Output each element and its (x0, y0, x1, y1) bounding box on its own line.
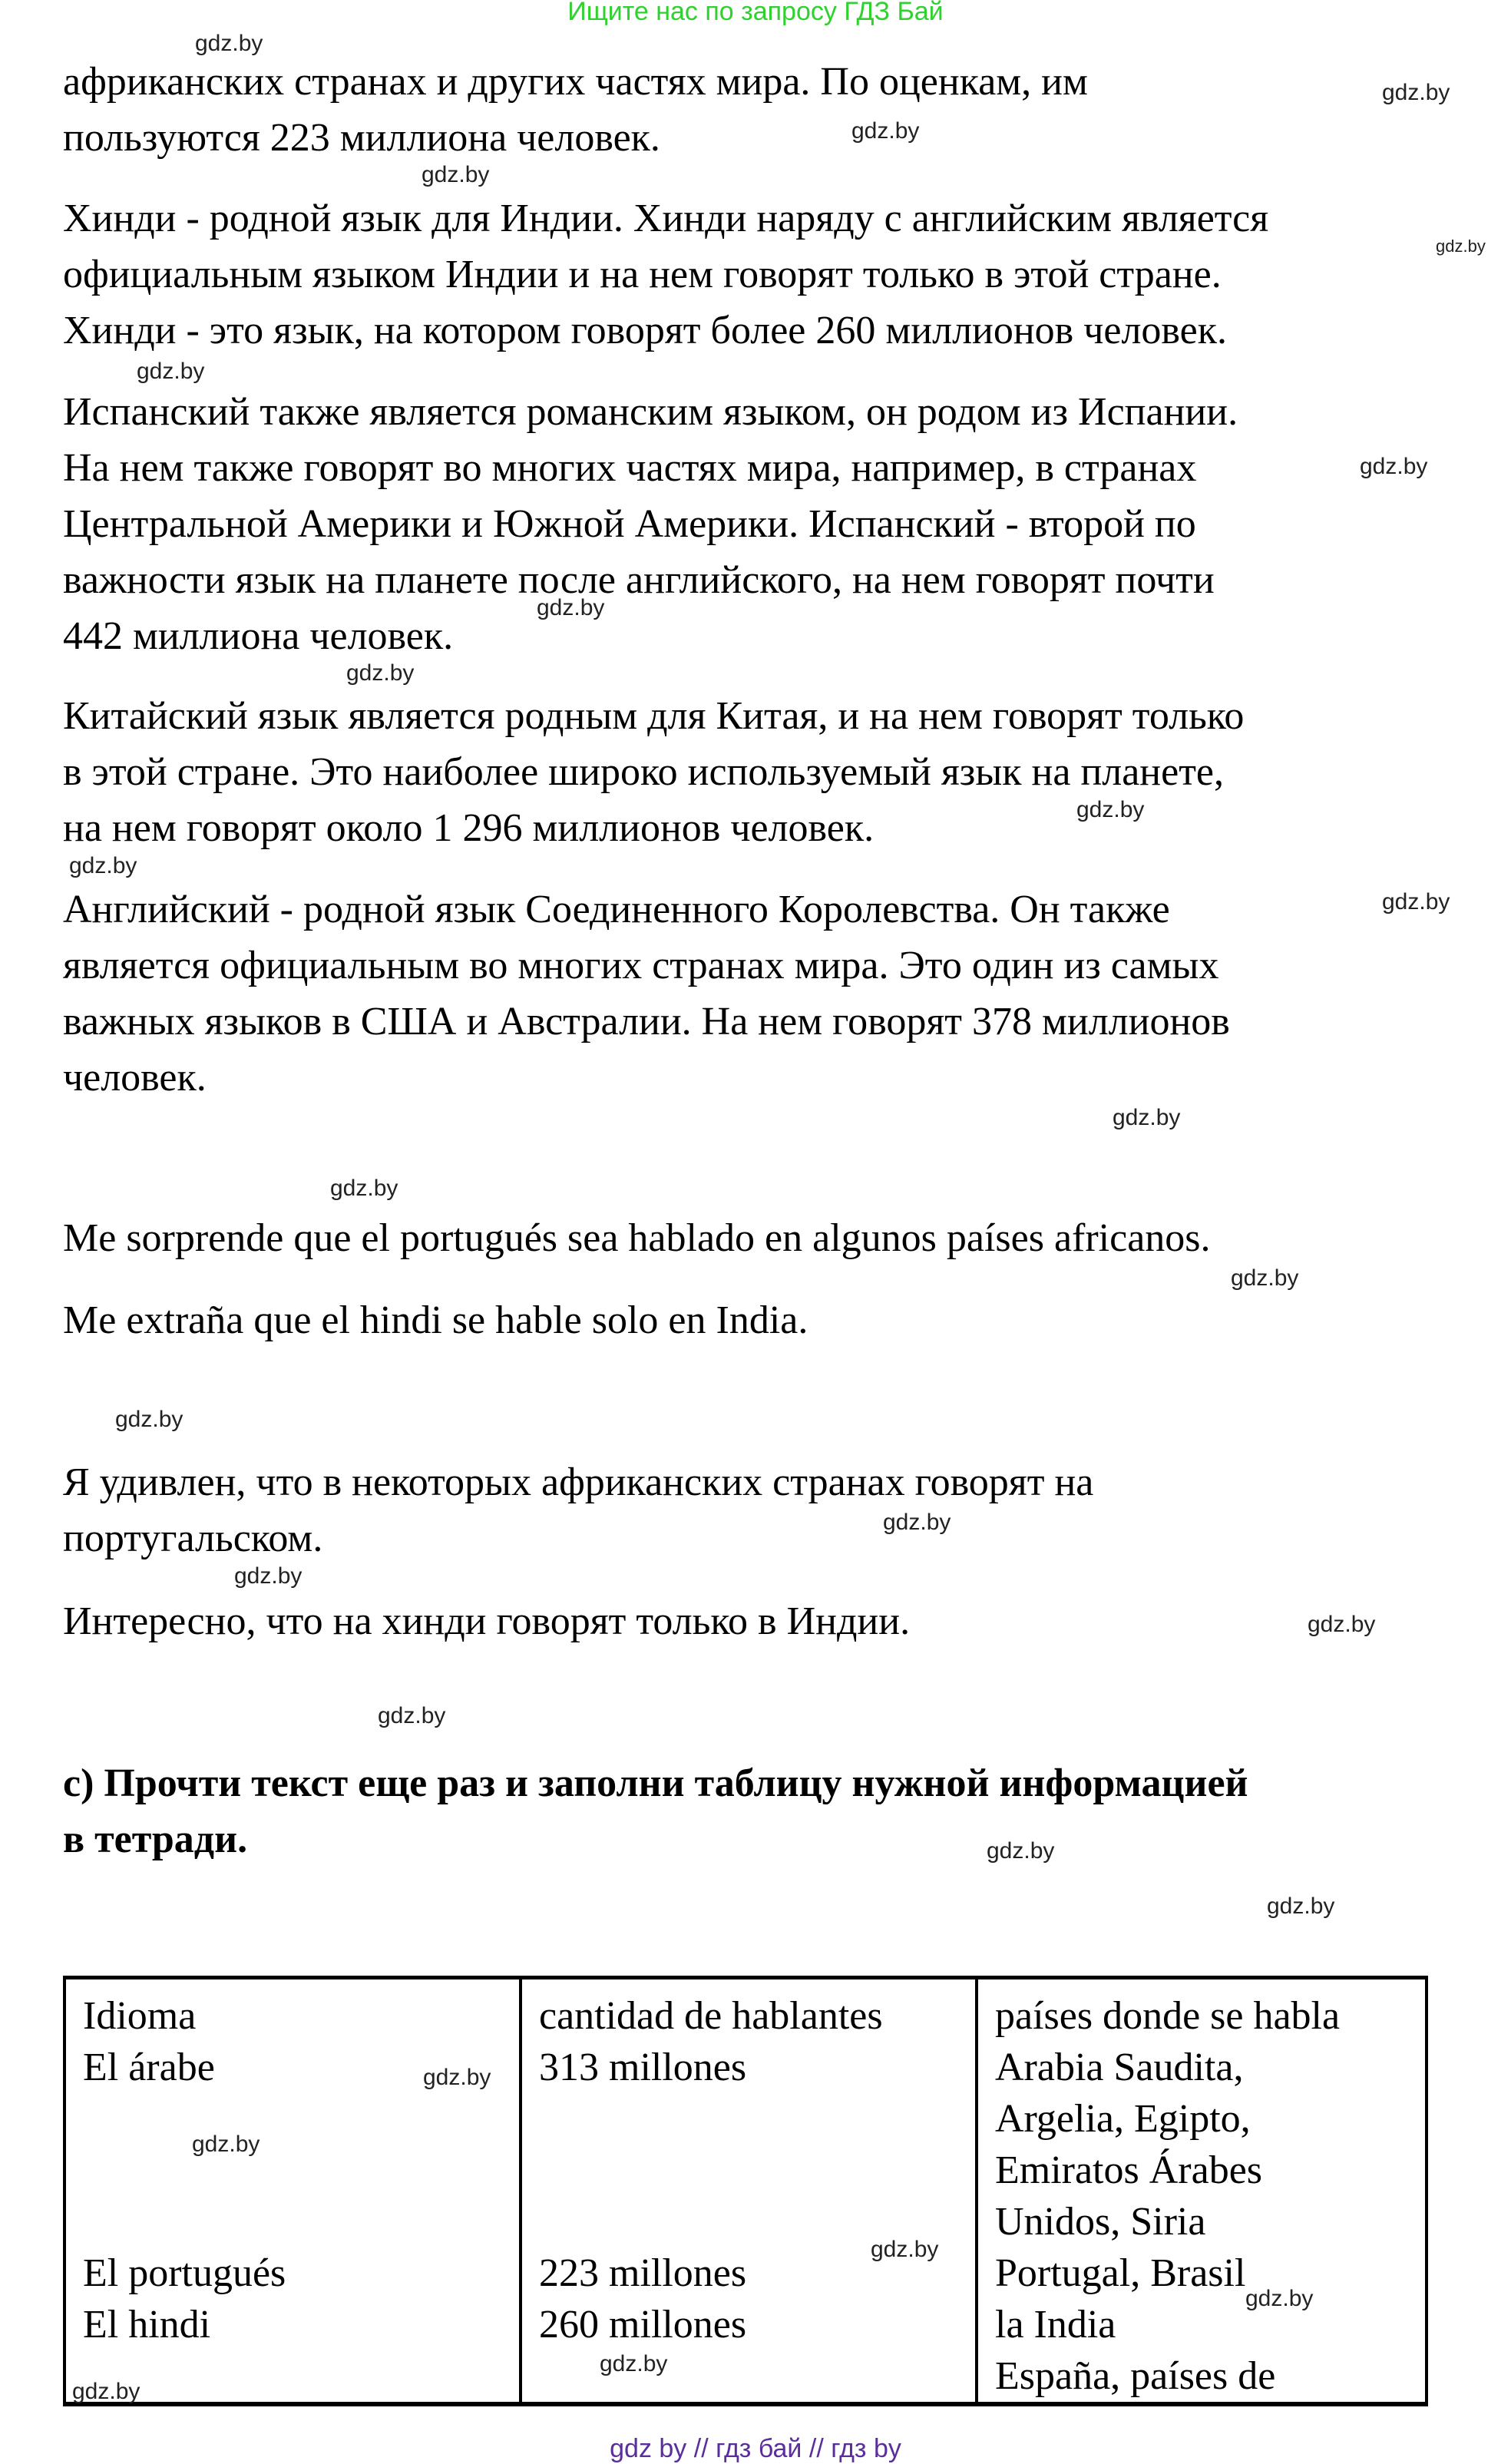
text-line: Интересно, что на хинди говорят только в Индии. (63, 1599, 911, 1643)
text-line: c) Прочти текст еще раз и заполни таблицу нужной информацией (63, 1761, 1248, 1805)
text-line: Китайский язык является родным для Китая, и на нем говорят только (63, 694, 1245, 738)
header-cell: cantidad de hablantes (539, 1994, 883, 2038)
text-line: Хинди - это язык, на котором говорят более 260 миллионов человек. (63, 309, 1227, 352)
text-line: Me extraña que el hindi se hable solo en India. (63, 1298, 808, 1342)
watermark: gdz.by (72, 2379, 141, 2404)
column-idioma (64, 1978, 521, 2405)
spanish-sentence (63, 1292, 1445, 1348)
cell: El portugués (83, 2251, 286, 2295)
text-line: португальском. (63, 1516, 323, 1560)
watermark: gdz.by (1231, 1265, 1299, 1291)
text-line: в тетради. (63, 1817, 248, 1861)
watermark: gdz.by (330, 1176, 398, 1201)
languages-table (63, 1976, 1428, 2406)
watermark: gdz.by (987, 1838, 1055, 1864)
watermark: gdz.by (195, 31, 263, 56)
cell: Portugal, Brasil (995, 2251, 1246, 2295)
watermark: gdz.by (1308, 1612, 1376, 1637)
paragraph-hindi (63, 190, 1445, 359)
text-line: африканских странах и других частях мира. По оценкам, им (63, 60, 1088, 104)
text-line: официальным языком Индии и на нем говорят только в этой стране. (63, 253, 1222, 296)
watermark: gdz.by (378, 1703, 446, 1728)
cell: 223 millones (539, 2251, 747, 2295)
watermark: gdz.by (537, 595, 605, 620)
text-line: важности язык на планете после английского, на нем говорят почти (63, 558, 1215, 602)
cell: Arabia Saudita, (995, 2046, 1244, 2089)
watermark: gdz.by (1113, 1105, 1181, 1130)
task-heading (63, 1755, 1445, 1867)
watermark: gdz.by (851, 118, 920, 144)
paragraph-spanish (63, 384, 1445, 664)
text-line: На нем также говорят во многих частях мира, например, в странах (63, 446, 1197, 490)
text-line: важных языков в США и Австралии. На нем говорят 378 миллионов (63, 1000, 1230, 1043)
watermark: gdz.by (871, 2237, 939, 2262)
watermark: gdz.by (115, 1407, 184, 1432)
footer-site-links[interactable]: gdz by // гдз бай // гдз by (610, 2434, 901, 2463)
spanish-sentence (63, 1210, 1445, 1266)
watermark: gdz.by (883, 1510, 951, 1535)
search-hint-banner: Ищите нас по запросу ГДЗ Бай (567, 0, 944, 26)
header-cell: Idioma (83, 1994, 197, 2038)
cell: Unidos, Siria (995, 2200, 1206, 2244)
russian-sentence (63, 1593, 1445, 1649)
russian-sentence (63, 1454, 1445, 1566)
text-line: на нем говорят около 1 296 миллионов человек. (63, 806, 875, 850)
cell: Emiratos Árabes (995, 2148, 1263, 2192)
paragraph-chinese (63, 688, 1445, 856)
watermark: gdz.by (423, 2065, 491, 2090)
watermark: gdz.by (422, 162, 490, 187)
watermark: gdz.by (1076, 797, 1145, 822)
text-line: Я удивлен, что в некоторых африканских странах говорят на (63, 1460, 1094, 1504)
text-line: является официальным во многих странах мира. Это один из самых (63, 944, 1219, 987)
text-line: в этой стране. Это наиболее широко используемый язык на планете, (63, 750, 1225, 794)
watermark: gdz.by (1360, 454, 1428, 479)
text-line: Центральной Америки и Южной Америки. Испанский - второй по (63, 502, 1196, 546)
column-paises (977, 1978, 1427, 2405)
watermark: gdz.by (1436, 236, 1486, 256)
watermark: gdz.by (1267, 1893, 1335, 1919)
cell: El árabe (83, 2046, 215, 2089)
watermark: gdz.by (137, 359, 205, 384)
watermark: gdz.by (192, 2132, 260, 2157)
watermark: gdz.by (1382, 80, 1450, 105)
watermark: gdz.by (1245, 2286, 1314, 2311)
column-cantidad (521, 1978, 977, 2405)
table-row (64, 1978, 1427, 2405)
text-line: Испанский также является романским языком, он родом из Испании. (63, 390, 1238, 434)
text-line: Me sorprende que el portugués sea hablado en algunos países africanos. (63, 1216, 1211, 1260)
cell: la India (995, 2303, 1116, 2347)
cell: España, países de (995, 2354, 1276, 2398)
watermark: gdz.by (346, 660, 415, 686)
text-line: Хинди - родной язык для Индии. Хинди наряду с английским является (63, 197, 1269, 240)
watermark: gdz.by (69, 853, 137, 878)
paragraph-portuguese (63, 54, 1445, 166)
watermark: gdz.by (600, 2351, 668, 2376)
header-cell: países donde se habla (995, 1994, 1341, 2038)
paragraph-english (63, 881, 1445, 1106)
cell: 260 millones (539, 2303, 747, 2347)
text-line: человек. (63, 1056, 207, 1100)
watermark: gdz.by (234, 1563, 303, 1589)
text-line: 442 миллиона человек. (63, 614, 454, 658)
text-line: Английский - родной язык Соединенного Королевства. Он также (63, 888, 1170, 931)
watermark: gdz.by (1382, 889, 1450, 914)
cell: 313 millones (539, 2046, 747, 2089)
cell: El hindi (83, 2303, 211, 2347)
text-line: пользуются 223 миллиона человек. (63, 116, 660, 160)
cell: Argelia, Egipto, (995, 2097, 1251, 2141)
